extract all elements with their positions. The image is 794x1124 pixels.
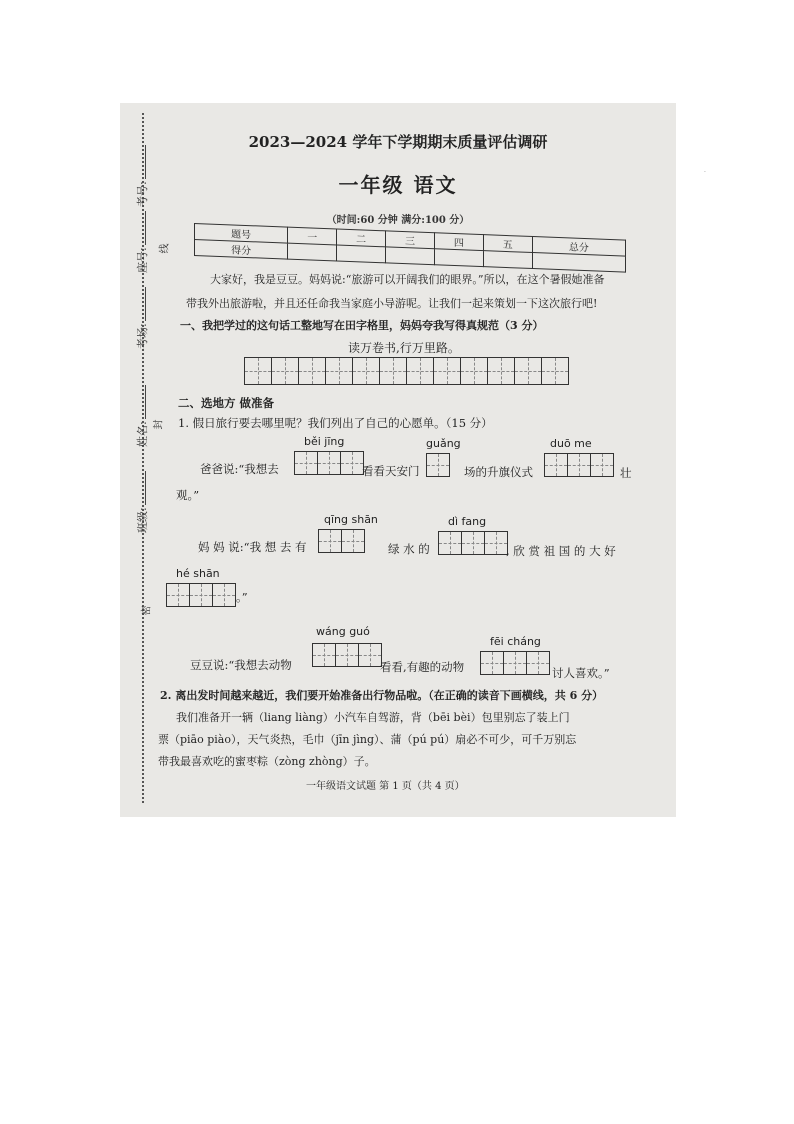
section1-sentence: 读万卷书,行万里路。 (348, 341, 460, 355)
tianzige-cell[interactable] (245, 358, 272, 384)
pinyin-heshan: hé shān (176, 567, 220, 580)
q1-prompt: 1. 假日旅行要去哪里呢？我们列出了自己的心愿单。（15 分） (178, 416, 493, 430)
score-cell (483, 251, 532, 269)
answer-cell[interactable] (318, 452, 341, 474)
score-cell (532, 252, 625, 272)
time-info: （时间:60 分钟 满分:100 分） (326, 215, 470, 226)
tianzige-cell[interactable] (515, 358, 542, 384)
score-cell (434, 249, 483, 267)
corner-mark: · (704, 169, 706, 176)
score-cell (337, 245, 386, 263)
answer-grid-heshan[interactable] (166, 583, 236, 607)
answer-cell[interactable] (439, 532, 462, 554)
score-cell: 二 (337, 229, 386, 247)
tianzige-cell[interactable] (407, 358, 434, 384)
pinyin-difang: dì fang (448, 515, 487, 528)
answer-cell[interactable] (527, 652, 549, 674)
answer-cell[interactable] (213, 584, 235, 606)
score-cell: 五 (483, 235, 532, 253)
exam-room-label: 考场: (134, 287, 150, 349)
pinyin-wangguo: wáng guó (316, 625, 370, 638)
pinyin-qingshan: qīng shān (324, 513, 378, 526)
tianzige-cell[interactable] (434, 358, 461, 384)
score-cell: 一 (288, 227, 337, 245)
tianzige-cell[interactable] (542, 358, 568, 384)
answer-grid-guang[interactable] (426, 453, 450, 477)
answer-cell[interactable] (359, 644, 381, 666)
score-cell: 四 (434, 233, 483, 251)
answer-cell[interactable] (342, 530, 364, 552)
answer-cell[interactable] (341, 452, 363, 474)
tianzige-cell[interactable] (380, 358, 407, 384)
answer-cell[interactable] (167, 584, 190, 606)
tianzige-row[interactable] (244, 357, 569, 385)
mom-text-before: 妈 妈 说:“我 想 去 有 (198, 540, 307, 554)
mom-text-line2: 。” (236, 590, 248, 604)
intro-line-1: 大家好，我是豆豆。妈妈说:“旅游可以开阔我们的眼界。”所以，在这个暑假她准备 (210, 273, 605, 286)
pinyin-beijing: běi jīng (304, 435, 345, 448)
answer-cell[interactable] (481, 652, 504, 674)
score-cell: 三 (386, 231, 435, 249)
tianzige-cell[interactable] (272, 358, 299, 384)
dad-text-mid2: 场的升旗仪式 (464, 465, 533, 479)
exam-subject: 一年级 语文 (338, 173, 458, 197)
tianzige-cell[interactable] (461, 358, 488, 384)
doudou-text-before: 豆豆说:“我想去动物 (190, 658, 292, 672)
answer-grid-feichang[interactable] (480, 651, 550, 675)
tianzige-cell[interactable] (488, 358, 515, 384)
class-label: 班级: (134, 471, 150, 533)
doudou-text-end: 讨人喜欢。” (552, 666, 610, 680)
tianzige-cell[interactable] (299, 358, 326, 384)
answer-cell[interactable] (319, 530, 342, 552)
mom-text-end: , 欣 赏 祖 国 的 大 好 (506, 544, 616, 558)
answer-cell[interactable] (545, 454, 568, 476)
answer-grid-duome[interactable] (544, 453, 614, 477)
answer-cell[interactable] (295, 452, 318, 474)
q2-line-3: 带我最喜欢吃的蜜枣粽（zòng zhòng）子。 (158, 755, 376, 768)
answer-cell[interactable] (190, 584, 213, 606)
page-footer: 一年级语文试题 第 1 页（共 4 页） (306, 781, 465, 792)
answer-grid-qingshan[interactable] (318, 529, 365, 553)
score-table (194, 223, 626, 273)
seal-xian-char: 线 (159, 243, 171, 254)
score-cell: 题号 (195, 224, 288, 244)
answer-grid-wangguo[interactable] (312, 643, 382, 667)
dad-text-end: 壮 (620, 466, 632, 480)
intro-line-2: 带我外出旅游啦，并且还任命我当家庭小导游呢。让我们一起来策划一下这次旅行吧! (186, 297, 598, 310)
answer-cell[interactable] (427, 454, 449, 476)
answer-grid-beijing[interactable] (294, 451, 364, 475)
pinyin-guang: guǎng (426, 437, 461, 450)
dad-text-mid1: 看看天安门 (362, 464, 420, 478)
pinyin-duome: duō me (550, 437, 592, 450)
answer-cell[interactable] (568, 454, 591, 476)
q2-prompt: 2. 离出发时间越来越近，我们要开始准备出行物品啦。（在正确的读音下画横线，共 6 分） (160, 689, 604, 702)
score-cell (386, 247, 435, 265)
section2-heading: 二、选地方 做准备 (178, 396, 275, 410)
score-cell: 得分 (195, 240, 288, 260)
q2-line-1: 我们准备开一辆（liang liàng）小汽车自驾游，背（bēi bèi）包里别忘了装上门 (176, 711, 570, 724)
dad-text-before: 爸爸说:“我想去 (200, 462, 279, 476)
answer-cell[interactable] (462, 532, 485, 554)
score-cell (288, 243, 337, 261)
answer-cell[interactable] (336, 644, 359, 666)
exam-title: 2023—2024 学年下学期期末质量评估调研 (248, 133, 548, 151)
answer-cell[interactable] (591, 454, 613, 476)
name-label: 姓名: (134, 385, 150, 447)
answer-cell[interactable] (313, 644, 336, 666)
section1-heading: 一、我把学过的这句话工整地写在田字格里，妈妈夸我写得真规范（3 分） (180, 319, 544, 332)
tianzige-cell[interactable] (353, 358, 380, 384)
score-cell: 总分 (532, 236, 625, 256)
doudou-text-mid: 看看,有趣的动物 (380, 660, 465, 674)
exam-photo (120, 103, 706, 817)
exam-number-label: 考号: (134, 145, 150, 207)
seal-mi-char: 密 (141, 605, 153, 616)
tianzige-cell[interactable] (326, 358, 353, 384)
q2-line-2: 票（piāo piào），天气炎热，毛巾（jīn jìng）、蒲（pú pú）扇必不可少，可千万别忘 (158, 733, 577, 746)
answer-cell[interactable] (504, 652, 527, 674)
pinyin-feichang: fēi cháng (490, 635, 541, 648)
seat-number-label: 座号: (134, 211, 150, 273)
answer-grid-difang[interactable] (438, 531, 508, 555)
answer-cell[interactable] (485, 532, 507, 554)
seal-feng-char: 封 (153, 419, 165, 430)
mom-text-mid: 绿 水 的 (388, 542, 430, 556)
dad-text-line2: 观。” (176, 488, 200, 502)
